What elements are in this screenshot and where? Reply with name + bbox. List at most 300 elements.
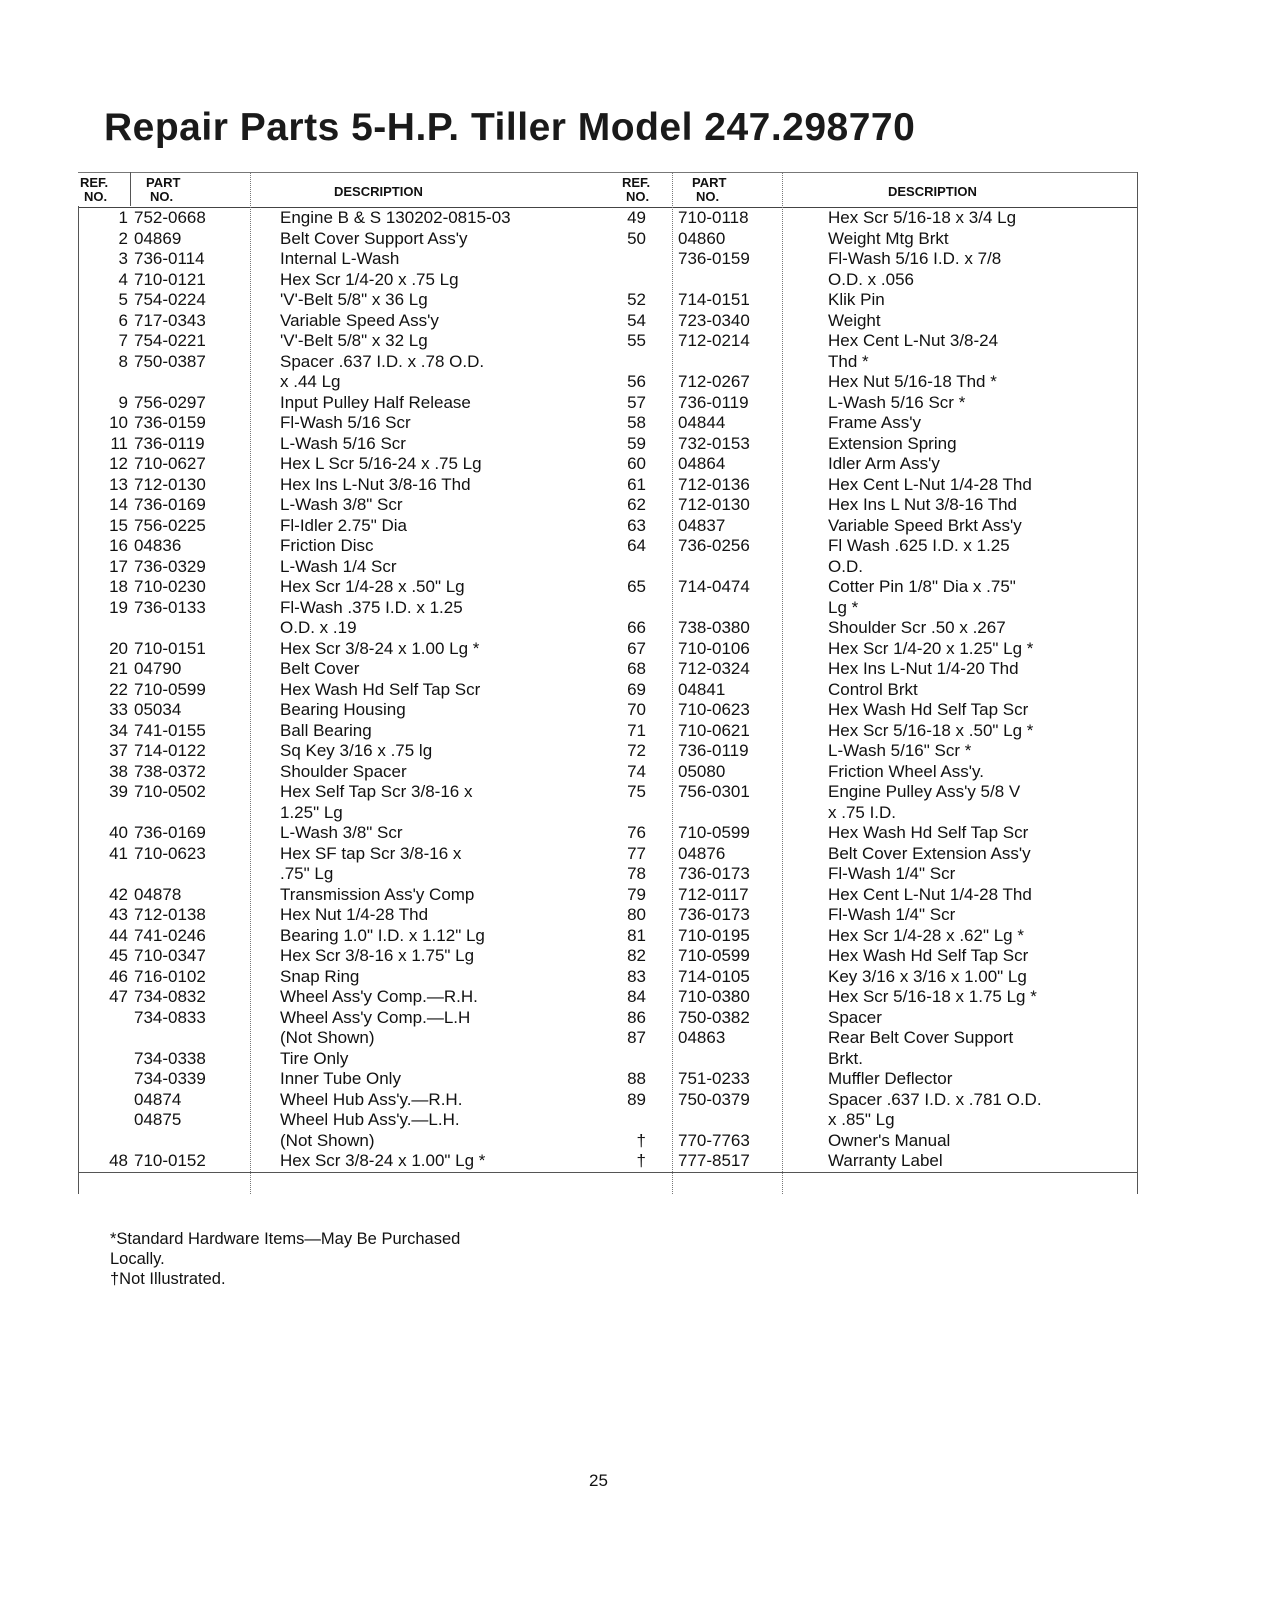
part-description: Bearing 1.0" I.D. x 1.12" Lg bbox=[280, 925, 485, 945]
part-description: (Not Shown) bbox=[280, 1028, 375, 1047]
part-number: 712-0130 bbox=[678, 495, 750, 514]
ref-number: 43 bbox=[109, 905, 128, 924]
part-number: 734-0832 bbox=[134, 987, 206, 1006]
table-row bbox=[620, 393, 1138, 414]
part-number: 04790 bbox=[134, 659, 182, 678]
part-description: Hex Scr 1/4-28 x .50" Lg bbox=[280, 577, 465, 596]
part-number: 754-0224 bbox=[134, 290, 206, 309]
ref-number: 71 bbox=[627, 720, 646, 740]
part-number: 734-0833 bbox=[134, 1007, 206, 1027]
part-description: Frame Ass'y bbox=[828, 413, 921, 432]
part-description: Sq Key 3/16 x .75 lg bbox=[280, 741, 433, 760]
table-row bbox=[620, 208, 1138, 229]
part-number: 770-7763 bbox=[678, 1130, 750, 1150]
part-description: Hex SF tap Scr 3/8-16 x bbox=[280, 843, 462, 863]
part-description: Belt Cover bbox=[280, 659, 360, 678]
header-ref-no-label: NO. bbox=[84, 189, 108, 204]
part-number: 710-0152 bbox=[134, 1151, 206, 1170]
footnote-standard-hardware-cont: Locally. bbox=[110, 1250, 165, 1268]
table-row bbox=[78, 1069, 664, 1090]
part-description: Hex Scr 1/4-20 x .75 Lg bbox=[280, 269, 459, 289]
part-description: 'V'-Belt 5/8" x 36 Lg bbox=[280, 290, 428, 309]
table-row bbox=[620, 782, 1138, 803]
table-row bbox=[620, 454, 1138, 475]
table-row bbox=[78, 536, 664, 557]
part-description: Input Pulley Half Release bbox=[280, 392, 471, 412]
part-number: 736-0169 bbox=[134, 823, 206, 842]
part-number: 712-0117 bbox=[678, 884, 749, 904]
table-row bbox=[78, 782, 664, 803]
parts-table-right bbox=[620, 172, 1138, 1173]
table-border-right bbox=[1137, 172, 1138, 1194]
ref-number: 61 bbox=[627, 474, 646, 494]
part-description: Weight Mtg Brkt bbox=[828, 228, 949, 248]
page-title: Repair Parts 5-H.P. Tiller Model 247.298770 bbox=[104, 106, 916, 149]
ref-number: 6 bbox=[118, 310, 128, 330]
part-description: Rear Belt Cover Support bbox=[828, 1028, 1014, 1047]
table-row bbox=[78, 434, 664, 455]
page-number: 25 bbox=[589, 1471, 608, 1490]
ref-number: 83 bbox=[627, 966, 646, 986]
table-row bbox=[620, 352, 1138, 373]
ref-number: 42 bbox=[109, 884, 128, 904]
table-row bbox=[620, 1008, 1138, 1029]
part-number: 710-0502 bbox=[134, 782, 206, 801]
part-description: Variable Speed Ass'y bbox=[280, 310, 439, 330]
ref-number: 54 bbox=[627, 310, 646, 330]
ref-number: 17 bbox=[109, 556, 128, 576]
ref-number: 15 bbox=[109, 515, 128, 535]
ref-number: 62 bbox=[627, 495, 646, 514]
part-number: 04860 bbox=[678, 228, 726, 248]
part-description: Owner's Manual bbox=[828, 1130, 951, 1150]
ref-number: 48 bbox=[109, 1151, 128, 1170]
part-number: 710-0230 bbox=[134, 577, 206, 596]
table-row bbox=[620, 557, 1138, 578]
table-row bbox=[620, 823, 1138, 844]
part-description: Warranty Label bbox=[828, 1151, 943, 1170]
part-number: 754-0221 bbox=[134, 331, 206, 350]
ref-number: 86 bbox=[627, 1007, 646, 1027]
part-description: L-Wash 5/16 Scr bbox=[280, 433, 406, 453]
ref-number: 50 bbox=[627, 228, 646, 248]
ref-number: 16 bbox=[109, 536, 128, 555]
ref-number: 89 bbox=[627, 1089, 646, 1109]
part-number: 04844 bbox=[678, 413, 726, 432]
ref-number: 64 bbox=[627, 536, 646, 555]
part-number: 714-0151 bbox=[678, 290, 750, 309]
table-border-left bbox=[78, 206, 79, 1194]
part-number: 736-0119 bbox=[678, 392, 749, 412]
part-number: 710-0599 bbox=[678, 823, 750, 842]
ref-number: 84 bbox=[627, 987, 646, 1006]
part-description: Fl-Wash 5/16 Scr bbox=[280, 413, 411, 432]
ref-number: 49 bbox=[627, 208, 646, 227]
part-number: 738-0380 bbox=[678, 618, 750, 637]
part-description: Hex Cent L-Nut 1/4-28 Thd bbox=[828, 474, 1032, 494]
part-description: Spacer bbox=[828, 1007, 882, 1027]
part-description: Shoulder Spacer bbox=[280, 761, 407, 781]
part-description: Snap Ring bbox=[280, 966, 360, 986]
ref-number: 59 bbox=[627, 433, 646, 453]
part-description: Hex Scr 5/16-18 x .50" Lg * bbox=[828, 720, 1034, 740]
table-row bbox=[78, 516, 664, 537]
part-description: Fl-Wash 1/4" Scr bbox=[828, 864, 956, 883]
part-number: 710-0121 bbox=[134, 269, 206, 289]
part-number: 716-0102 bbox=[134, 966, 206, 986]
part-description: L-Wash 3/8" Scr bbox=[280, 823, 403, 842]
table-row bbox=[78, 372, 664, 393]
table-row bbox=[78, 598, 664, 619]
table-row bbox=[620, 249, 1138, 270]
part-number: 741-0155 bbox=[134, 720, 206, 740]
part-description: 1.25" Lg bbox=[280, 802, 343, 822]
part-number: 712-0324 bbox=[678, 659, 750, 678]
table-row bbox=[78, 680, 664, 701]
part-number: 734-0338 bbox=[134, 1048, 206, 1068]
table-row bbox=[78, 823, 664, 844]
ref-number: 52 bbox=[627, 290, 646, 309]
part-number: 750-0387 bbox=[134, 351, 206, 371]
part-description: Thd * bbox=[828, 351, 869, 371]
table-row bbox=[620, 803, 1138, 824]
ref-number: 13 bbox=[109, 474, 128, 494]
part-number: 04876 bbox=[678, 843, 726, 863]
ref-number: 82 bbox=[627, 946, 646, 965]
table-row bbox=[78, 618, 664, 639]
table-row bbox=[78, 413, 664, 434]
part-number: 736-0329 bbox=[134, 556, 206, 576]
part-description: Hex Ins L-Nut 3/8-16 Thd bbox=[280, 474, 471, 494]
header-description-label: DESCRIPTION bbox=[888, 184, 977, 199]
table-row bbox=[620, 434, 1138, 455]
part-number: 710-0623 bbox=[134, 843, 206, 863]
part-number: 710-0599 bbox=[134, 679, 206, 699]
ref-number: 78 bbox=[627, 864, 646, 883]
part-number: 710-0195 bbox=[678, 925, 750, 945]
part-number: 777-8517 bbox=[678, 1151, 750, 1170]
part-description: 'V'-Belt 5/8" x 32 Lg bbox=[280, 331, 428, 350]
table-row bbox=[78, 946, 664, 967]
table-row bbox=[78, 803, 664, 824]
part-description: L-Wash 5/16 Scr * bbox=[828, 392, 966, 412]
part-number: 736-0173 bbox=[678, 905, 750, 924]
table-row bbox=[620, 700, 1138, 721]
part-number: 751-0233 bbox=[678, 1069, 750, 1088]
ref-number: 46 bbox=[109, 966, 128, 986]
ref-number: 1 bbox=[118, 208, 128, 227]
part-number: 736-0159 bbox=[678, 249, 750, 268]
table-row bbox=[620, 987, 1138, 1008]
part-number: 710-0118 bbox=[678, 208, 749, 227]
table-row bbox=[620, 372, 1138, 393]
part-description: Muffler Deflector bbox=[828, 1069, 953, 1088]
part-description: L-Wash 1/4 Scr bbox=[280, 556, 397, 576]
table-row bbox=[78, 311, 664, 332]
header-part-label: PART bbox=[146, 175, 181, 190]
table-row bbox=[78, 352, 664, 373]
ref-number: 14 bbox=[109, 495, 128, 514]
part-description: Cotter Pin 1/8" Dia x .75" bbox=[828, 577, 1016, 596]
table-row bbox=[78, 1090, 664, 1111]
part-description: Hex Nut 5/16-18 Thd * bbox=[828, 372, 997, 391]
table-row bbox=[78, 905, 664, 926]
ref-number: 58 bbox=[627, 413, 646, 432]
footnote-not-illustrated: †Not Illustrated. bbox=[110, 1270, 226, 1288]
table-row bbox=[620, 618, 1138, 639]
table-row bbox=[78, 1008, 664, 1029]
table-row bbox=[620, 331, 1138, 352]
part-description: Extension Spring bbox=[828, 433, 957, 453]
part-description: Brkt. bbox=[828, 1048, 863, 1068]
part-description: x .44 Lg bbox=[280, 372, 341, 391]
table-row bbox=[620, 659, 1138, 680]
ref-number: 55 bbox=[627, 331, 646, 350]
part-description: Hex Self Tap Scr 3/8-16 x bbox=[280, 782, 473, 801]
ref-number: 69 bbox=[627, 679, 646, 699]
table-row bbox=[620, 1028, 1138, 1049]
part-description: Hex Wash Hd Self Tap Scr bbox=[828, 700, 1029, 719]
part-description: x .85" Lg bbox=[828, 1110, 895, 1129]
part-number: 756-0297 bbox=[134, 392, 206, 412]
table-row bbox=[78, 1028, 664, 1049]
ref-number: † bbox=[636, 1151, 646, 1170]
table-row bbox=[78, 331, 664, 352]
part-number: 732-0153 bbox=[678, 433, 750, 453]
ref-number: 21 bbox=[109, 659, 128, 678]
part-number: 04864 bbox=[678, 454, 726, 473]
parts-list-right bbox=[620, 208, 1138, 1173]
ref-number: 5 bbox=[118, 290, 128, 309]
table-row bbox=[78, 454, 664, 475]
table-row bbox=[78, 926, 664, 947]
table-row bbox=[78, 762, 664, 783]
ref-number: 88 bbox=[627, 1069, 646, 1088]
part-number: 05034 bbox=[134, 700, 182, 719]
part-description: L-Wash 5/16" Scr * bbox=[828, 741, 972, 760]
part-description: Engine B & S 130202-0815-03 bbox=[280, 208, 511, 227]
part-number: 04869 bbox=[134, 228, 182, 248]
part-number: 04837 bbox=[678, 515, 726, 535]
ref-number: 79 bbox=[627, 884, 646, 904]
table-row bbox=[620, 721, 1138, 742]
table-row bbox=[620, 1090, 1138, 1111]
part-number: 710-0623 bbox=[678, 700, 750, 719]
ref-number: 70 bbox=[627, 700, 646, 719]
column-divider bbox=[130, 172, 131, 206]
part-number: 736-0133 bbox=[134, 597, 206, 617]
part-number: 710-0347 bbox=[134, 946, 206, 965]
table-row bbox=[78, 577, 664, 598]
table-row bbox=[78, 229, 664, 250]
table-row bbox=[620, 229, 1138, 250]
table-row bbox=[620, 1069, 1138, 1090]
table-row bbox=[78, 495, 664, 516]
footnote-standard-hardware: *Standard Hardware Items—May Be Purchased bbox=[110, 1230, 461, 1248]
table-row bbox=[620, 885, 1138, 906]
part-number: 04875 bbox=[134, 1110, 182, 1129]
part-description: Hex Scr 3/8-24 x 1.00" Lg * bbox=[280, 1151, 486, 1170]
ref-number: 45 bbox=[109, 946, 128, 965]
ref-number: 87 bbox=[627, 1028, 646, 1047]
ref-number: 81 bbox=[627, 925, 646, 945]
part-description: Fl Wash .625 I.D. x 1.25 bbox=[828, 536, 1010, 555]
table-row bbox=[620, 1131, 1138, 1152]
table-row bbox=[78, 721, 664, 742]
part-description: Friction Disc bbox=[280, 536, 374, 555]
part-description: Idler Arm Ass'y bbox=[828, 454, 940, 473]
part-description: Engine Pulley Ass'y 5/8 V bbox=[828, 782, 1021, 801]
part-description: Wheel Ass'y Comp.—R.H. bbox=[280, 987, 478, 1006]
part-description: Friction Wheel Ass'y. bbox=[828, 761, 984, 781]
part-description: Belt Cover Extension Ass'y bbox=[828, 843, 1031, 863]
part-description: Hex Wash Hd Self Tap Scr bbox=[828, 823, 1029, 842]
part-number: 717-0343 bbox=[134, 310, 206, 330]
part-description: Hex Scr 5/16-18 x 3/4 Lg bbox=[828, 208, 1017, 227]
table-row bbox=[620, 762, 1138, 783]
part-number: 736-0119 bbox=[134, 433, 205, 453]
ref-number: 22 bbox=[109, 679, 128, 699]
part-number: 05080 bbox=[678, 761, 726, 781]
table-row bbox=[78, 1049, 664, 1070]
ref-number: 65 bbox=[627, 577, 646, 596]
ref-number: 33 bbox=[109, 700, 128, 719]
ref-number: 77 bbox=[627, 843, 646, 863]
part-description: Hex Scr 3/8-16 x 1.75" Lg bbox=[280, 946, 475, 965]
ref-number: 44 bbox=[109, 925, 128, 945]
part-description: Fl-Wash 1/4" Scr bbox=[828, 905, 956, 924]
part-description: Control Brkt bbox=[828, 679, 918, 699]
header-ref-label: REF. bbox=[80, 175, 109, 190]
table-row bbox=[620, 516, 1138, 537]
column-divider bbox=[672, 172, 673, 1194]
ref-number: 66 bbox=[627, 618, 646, 637]
part-number: 750-0382 bbox=[678, 1007, 750, 1027]
part-description: (Not Shown) bbox=[280, 1130, 375, 1150]
part-number: 756-0301 bbox=[678, 782, 750, 801]
ref-number: 76 bbox=[627, 823, 646, 842]
table-row bbox=[78, 1151, 664, 1172]
part-description: Hex Cent L-Nut 1/4-28 Thd bbox=[828, 884, 1032, 904]
part-number: 04863 bbox=[678, 1028, 726, 1047]
part-description: Key 3/16 x 3/16 x 1.00" Lg bbox=[828, 966, 1027, 986]
table-row bbox=[620, 413, 1138, 434]
header-ref-label: REF. bbox=[622, 175, 651, 190]
part-number: 04836 bbox=[134, 536, 182, 555]
part-description: Wheel Ass'y Comp.—L.H bbox=[280, 1007, 471, 1027]
parts-table-left bbox=[78, 172, 664, 1173]
table-row bbox=[78, 844, 664, 865]
part-number: 710-0599 bbox=[678, 946, 750, 965]
part-number: 714-0474 bbox=[678, 577, 750, 596]
table-row bbox=[78, 249, 664, 270]
part-description: Spacer .637 I.D. x .78 O.D. bbox=[280, 351, 485, 371]
ref-number: 7 bbox=[118, 331, 128, 350]
table-row bbox=[620, 1151, 1138, 1172]
header-ref-no-label: NO. bbox=[626, 189, 650, 204]
table-row bbox=[78, 987, 664, 1008]
part-number: 710-0380 bbox=[678, 987, 750, 1006]
part-number: 752-0668 bbox=[134, 208, 206, 227]
part-description: Hex Cent L-Nut 3/8-24 bbox=[828, 331, 999, 350]
table-row bbox=[620, 1049, 1138, 1070]
table-header bbox=[78, 172, 664, 208]
part-number: 736-0119 bbox=[678, 741, 749, 760]
part-number: 723-0340 bbox=[678, 310, 750, 330]
part-description: Hex Nut 1/4-28 Thd bbox=[280, 905, 429, 924]
table-row bbox=[78, 475, 664, 496]
table-row bbox=[78, 1131, 664, 1152]
ref-number: 19 bbox=[109, 597, 128, 617]
ref-number: 74 bbox=[627, 761, 646, 781]
ref-number: 10 bbox=[109, 413, 128, 432]
ref-number: 12 bbox=[109, 454, 128, 473]
table-row bbox=[620, 967, 1138, 988]
part-description: O.D. x .19 bbox=[280, 618, 357, 637]
ref-number: 37 bbox=[109, 741, 128, 760]
part-description: Bearing Housing bbox=[280, 700, 406, 719]
part-description: .75" Lg bbox=[280, 864, 334, 883]
part-description: Fl-Idler 2.75" Dia bbox=[280, 515, 407, 535]
column-divider bbox=[782, 172, 783, 1194]
table-row bbox=[620, 680, 1138, 701]
part-description: Hex Wash Hd Self Tap Scr bbox=[828, 946, 1029, 965]
ref-number: 56 bbox=[627, 372, 646, 391]
part-description: x .75 I.D. bbox=[828, 802, 897, 822]
part-number: 712-0138 bbox=[134, 905, 206, 924]
ref-number: 68 bbox=[627, 659, 646, 678]
table-row bbox=[78, 885, 664, 906]
header-part-label: PART bbox=[692, 175, 727, 190]
ref-number: 72 bbox=[627, 741, 646, 760]
ref-number: 34 bbox=[109, 720, 128, 740]
ref-number: 41 bbox=[109, 843, 128, 863]
part-number: 714-0122 bbox=[134, 741, 206, 760]
part-description: Hex Scr 1/4-20 x 1.25" Lg * bbox=[828, 638, 1034, 658]
part-number: 712-0267 bbox=[678, 372, 750, 391]
ref-number: 20 bbox=[109, 638, 128, 658]
part-description: Transmission Ass'y Comp bbox=[280, 884, 475, 904]
table-row bbox=[620, 290, 1138, 311]
ref-number: 40 bbox=[109, 823, 128, 842]
part-description: Hex Scr 1/4-28 x .62" Lg * bbox=[828, 925, 1024, 945]
table-row bbox=[78, 393, 664, 414]
part-number: 756-0225 bbox=[134, 515, 206, 535]
part-description: O.D. bbox=[828, 556, 863, 576]
part-description: Tire Only bbox=[280, 1048, 349, 1068]
table-row bbox=[78, 639, 664, 660]
header-part-no-label: NO. bbox=[696, 189, 720, 204]
table-row bbox=[620, 639, 1138, 660]
part-description: Hex Wash Hd Self Tap Scr bbox=[280, 679, 481, 699]
part-description: Belt Cover Support Ass'y bbox=[280, 228, 468, 248]
table-row bbox=[620, 1110, 1138, 1131]
table-header bbox=[620, 172, 1138, 208]
part-number: 714-0105 bbox=[678, 966, 750, 986]
table-row bbox=[78, 208, 664, 229]
table-row bbox=[620, 844, 1138, 865]
ref-number: 18 bbox=[109, 577, 128, 596]
part-number: 736-0159 bbox=[134, 413, 206, 432]
part-description: Lg * bbox=[828, 597, 859, 617]
table-row bbox=[620, 536, 1138, 557]
part-description: Hex L Scr 5/16-24 x .75 Lg bbox=[280, 454, 482, 473]
table-row bbox=[620, 598, 1138, 619]
part-number: 710-0627 bbox=[134, 454, 206, 473]
part-number: 710-0106 bbox=[678, 638, 750, 658]
part-number: 712-0136 bbox=[678, 474, 750, 494]
part-number: 710-0151 bbox=[134, 638, 206, 658]
